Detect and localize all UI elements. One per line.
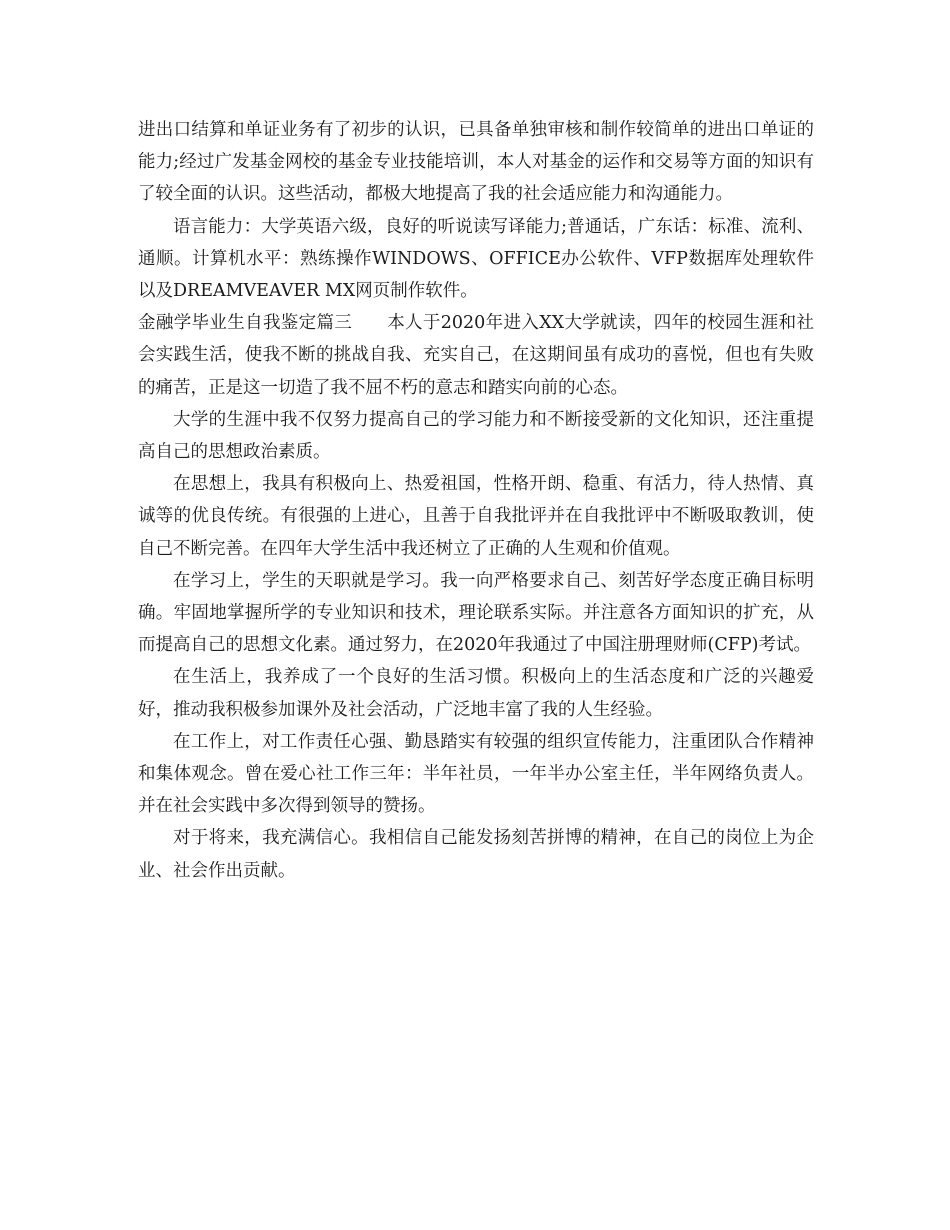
section-heading: 金融学毕业生自我鉴定篇三 xyxy=(138,313,353,334)
paragraph-life: 在生活上，我养成了一个良好的生活习惯。积极向上的生活态度和广泛的兴趣爱好，推动我积极参加课外及社会活动，广泛地丰富了我的人生经验。 xyxy=(138,667,814,720)
paragraph-thought: 在思想上，我具有积极向上、热爱祖国，性格开朗、稳重、有活力，待人热情、真诚等的优良传统。有很强的上进心，且善于自我批评并在自我批评中不断吸取教训，使自己不断完善。在四年大学生活中我还树立了正确的人生观和价值观。 xyxy=(138,474,814,559)
paragraph-study: 在学习上，学生的天职就是学习。我一向严格要求自己、刻苦好学态度正确目标明确。牢固地掌握所学的专业知识和技术，理论联系实际。并注意各方面知识的扩充，从而提高自己的思想文化素。通过努力，在2020年我通过了中国注册理财师(CFP)考试。 xyxy=(138,570,814,656)
paragraph-continuation: 进出口结算和单证业务有了初步的认识，已具备单独审核和制作较简单的进出口单证的能力;经过广发基金网校的基金专业技能培训，本人对基金的运作和交易等方面的知识有了较全面的认识。这些活动，都极大地提高了我的社会适应能力和沟通能力。 xyxy=(138,120,814,205)
paragraph-university: 大学的生涯中我不仅努力提高自己的学习能力和不断接受新的文化知识，还注重提高自己的思想政治素质。 xyxy=(138,409,814,463)
paragraph-skills: 语言能力：大学英语六级，良好的听说读写译能力;普通话，广东话：标准、流利、通顺。计算机水平：熟练操作WINDOWS、OFFICE办公软件、VFP数据库处理软件以及DREAMVEAVER MX网页制作软件。 xyxy=(138,216,814,302)
paragraph-future: 对于将来，我充满信心。我相信自己能发扬刻苦拼博的精神，在自己的岗位上为企业、社会作出贡献。 xyxy=(138,828,814,881)
paragraph-work: 在工作上，对工作责任心强、勤恳踏实有较强的组织宣传能力，注重团队合作精神和集体观念。曾在爱心社工作三年：半年社员，一年半办公室主任，半年网络负责人。并在社会实践中多次得到领导的赞扬。 xyxy=(138,731,814,817)
document-body xyxy=(138,114,814,887)
section-three-intro: 本人于2020年进入XX大学就读，四年的校园生涯和社会实践生活，使我不断的挑战自我、充实自己，在这期间虽有成功的喜悦，但也有失败的痛苦，正是这一切造了我不屈不朽的意志和踏实向前的心态。 xyxy=(138,313,815,398)
paragraph-section-three xyxy=(138,307,814,404)
